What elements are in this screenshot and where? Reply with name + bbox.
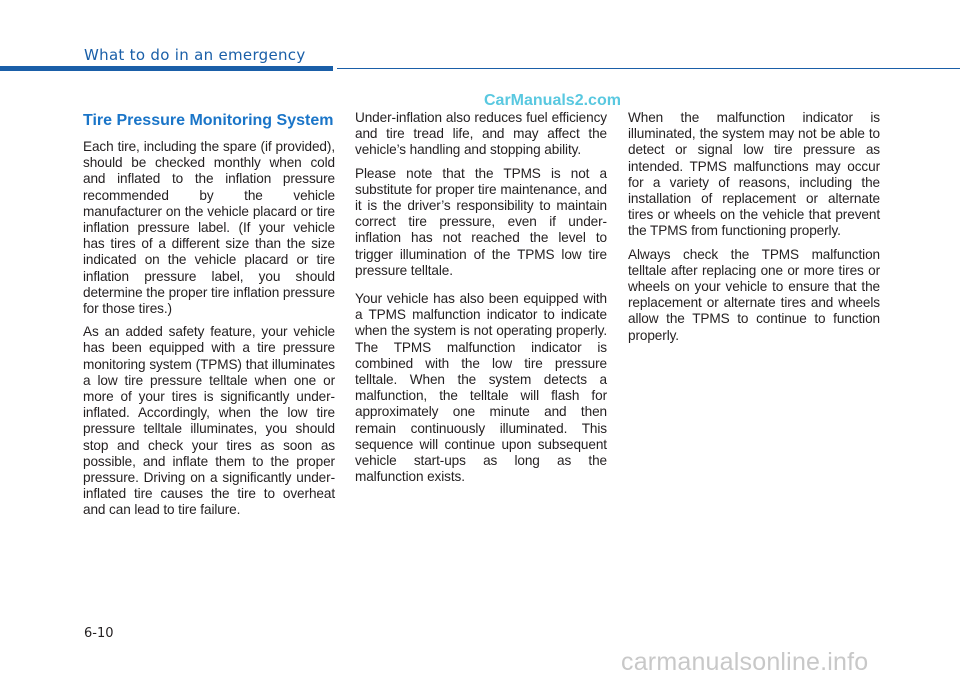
column-2 — [355, 110, 607, 492]
page-number: 6-10 — [84, 626, 114, 641]
section-title: Tire Pressure Monitoring System — [83, 112, 334, 129]
watermark-bottom: carmanualsonline.info — [621, 648, 869, 676]
header-rule-thick — [0, 66, 333, 71]
paragraph: Please note that the TPMS is not a substitute for proper tire maintenance, and it is the driver’s responsibility to maintain correct tire pressure, even if under-inflation has not reached the level to trigger illumination of the TPMS low tire pressure telltale. — [355, 165, 607, 278]
column-1 — [83, 112, 335, 526]
paragraph: Under-inflation also reduces fuel efficiency and tire tread life, and may affect the vehicle’s handling and stopping ability. — [355, 110, 607, 158]
paragraph: As an added safety feature, your vehicle has been equipped with a tire pressure monitoring system (TPMS) that illuminates a low tire pressure telltale when one or more of your tires is significantly under-inflated. Accordingly, when the low tire pressure telltale illuminates, you should stop and check your tires as soon as possible, and inflate them to the proper pressure. Driving on a significantly under-inflated tire causes the tire to overheat and can lead to tire failure. — [83, 324, 335, 518]
watermark-top: CarManuals2.com — [484, 92, 621, 109]
section-header-title: What to do in an emergency — [84, 46, 306, 64]
paragraph: Always check the TPMS malfunction telltale after replacing one or more tires or wheels on your vehicle to ensure that the replacement or alternate tires and wheels allow the TPMS to continue to function properly. — [628, 246, 880, 343]
column-3 — [628, 110, 880, 351]
header-rule-thin — [337, 68, 960, 69]
paragraph: Each tire, including the spare (if provided), should be checked monthly when cold and inflated to the inflation pressure recommended by the vehicle manufacturer on the vehicle placard or tire inflation pressure label. (If your vehicle has tires of a different size than the size indicated on the vehicle placard or tire inflation pressure label, you should determine the proper tire inflation pressure for those tires.) — [83, 139, 335, 317]
paragraph: When the malfunction indicator is illuminated, the system may not be able to detect or signal low tire pressure as intended. TPMS malfunctions may occur for a variety of reasons, including the installation of replacement or alternate tires or wheels on the vehicle that prevent the TPMS from functioning properly. — [628, 110, 880, 239]
paragraph: Your vehicle has also been equipped with a TPMS malfunction indicator to indicate when the system is not operating properly. The TPMS malfunction indicator is combined with the low tire pressure telltale. When the system detects a malfunction, the telltale will flash for approximately one minute and then remain continuously illuminated. This sequence will continue upon subsequent vehicle start-ups as long as the malfunction exists. — [355, 291, 607, 485]
